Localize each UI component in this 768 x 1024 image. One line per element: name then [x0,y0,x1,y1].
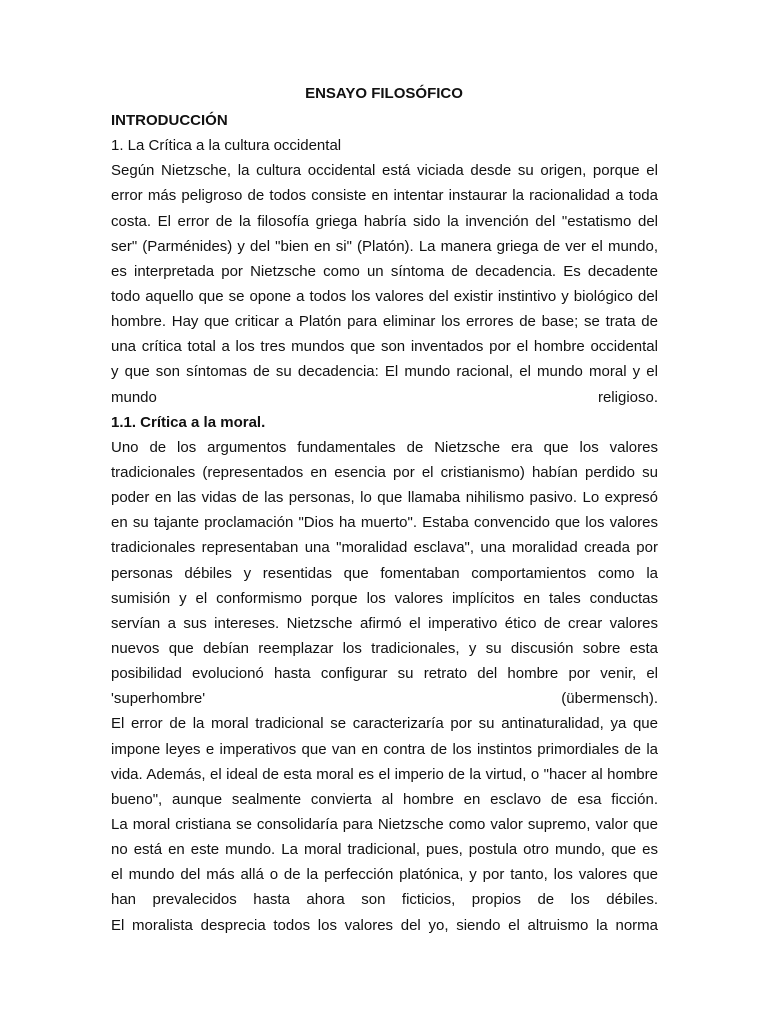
paragraph-line: en su tajante proclamación "Dios ha muerto". Estaba convencido que los valores [111,514,658,532]
paragraph-line: el mundo del más allá o de la perfección platónica, y por tanto, los valores que [111,866,658,884]
paragraph-line: Uno de los argumentos fundamentales de Nietzsche era que los valores [111,438,658,456]
paragraph-line: costa. El error de la filosofía griega habría sido la invención del "estatismo del [111,212,658,230]
paragraph-2 [111,435,658,712]
last-line-right-word: religioso. [597,388,658,406]
paragraph-line: nuevos que debían reemplazar los tradicionales, y su discusión sobre esta [111,639,658,657]
paragraph-line: es interpretada por Nietzsche como un síntoma de decadencia. Es decadente [111,262,658,280]
last-line-left-word: mundo [111,388,157,406]
paragraph-line: y que son síntomas de su decadencia: El mundo racional, el mundo moral y el [111,363,658,381]
paragraph-line: sumisión y el conformismo porque los valores implícitos en tales conductas [111,589,658,607]
paragraph-line: vida. Además, el ideal de esta moral es el imperio de la virtud, o "hacer al hombre [111,765,658,783]
paragraph-line: posibilidad evolucionó hasta configurar su retrato del hombre por venir, el [111,665,658,683]
paragraph-line: Según Nietzsche, la cultura occidental está viciada desde su origen, porque el [111,162,658,180]
paragraph-line: error más peligroso de todos consiste en intentar instaurar la racionalidad a toda [111,187,658,205]
paragraph-line: una crítica total a los tres mundos que son inventados por el hombre occidental [111,338,658,356]
paragraph-line: todo aquello que se opone a todos los valores del existir instintivo y biológico del [111,287,658,305]
paragraph-3 [111,711,658,937]
paragraph-line: El error de la moral tradicional se caracterizaría por su antinaturalidad, ya que [111,715,658,733]
paragraph-line: hombre. Hay que criticar a Platón para eliminar los errores de base; se trata de [111,313,658,331]
paragraph-last-line [111,686,658,711]
last-line-right-word: (übermensch). [561,690,658,708]
paragraph-line: impone leyes e imperativos que van en contra de los instintos primordiales de la [111,740,658,758]
paragraph-line: tradicionales (representados en esencia por el cristianismo) habían perdido su [111,463,658,481]
paragraph-line: personas débiles y resentidas que fomentaban comportamientos como la [111,564,658,582]
last-line-left-word: 'superhombre' [111,690,206,708]
paragraph-line: no está en este mundo. La moral tradicional, pues, postula otro mundo, que es [111,841,658,859]
paragraph-line: tradicionales representaban una "moralidad esclava", una moralidad creada por [111,539,658,557]
document-body [111,108,658,938]
document-title: ENSAYO FILOSÓFICO [305,85,463,102]
paragraph-line: ser" (Parménides) y del "bien en si" (Platón). La manera griega de ver el mundo, [111,237,658,255]
paragraph-line: han prevalecidos hasta ahora son ficticios, propios de los débiles. [111,891,658,909]
paragraph-1 [111,158,658,409]
section-heading-1: 1. La Crítica a la cultura occidental [111,137,342,155]
heading-introduccion: INTRODUCCIÓN [111,112,228,129]
paragraph-line: El moralista desprecia todos los valores del yo, siendo el altruismo la norma [111,916,658,934]
paragraph-line: bueno", aunque sealmente convierta al hombre en esclavo de esa ficción. [111,790,658,808]
paragraph-line: poder en las vidas de las personas, lo que llamaba nihilismo pasivo. Lo expresó [111,489,658,507]
section-heading-1-1: 1.1. Crítica a la moral. [111,413,266,431]
paragraph-line: servían a sus intereses. Nietzsche afirmó el imperativo ético de crear valores [111,614,658,632]
paragraph-line: La moral cristiana se consolidaría para Nietzsche como valor supremo, valor que [111,815,658,833]
paragraph-last-line [111,385,658,410]
